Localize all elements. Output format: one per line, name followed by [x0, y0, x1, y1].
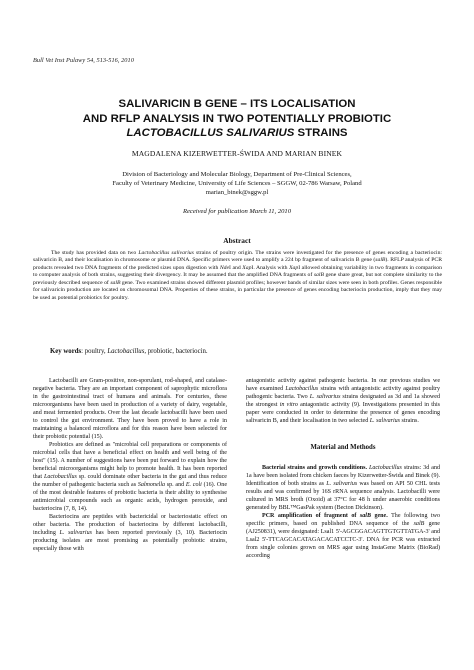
title-line-2: AND RFLP ANALYSIS IN TWO POTENTIALLY PROBIOTIC [82, 112, 392, 125]
paper-title [40, 97, 434, 141]
intro-paragraph-2: Probiotics are defined as "microbial cell preparations or components of microbial cells that have a beneficial effect on health and well being of the host" (15). A number of suggestions have been put forward to explain how the beneficial microorganisms might help to promote health. It has been reported that Lactobacillus sp. could dominate other bacteria in the gut and thus reduce the number of pathogenic bacteria such as Salmonella sp. and E. coli (16). One of the most desirable features of probiotic bacteria is their ability to synthesise antimicrobial compounds such as organic acids, hydrogen peroxide, and bacteriocins (7, 8, 14). [33, 442, 228, 512]
methods-paragraph-1: Bacterial strains and growth conditions. Lactobacillus strains: 3d and 1a have been isolated from chicken faeces by Kizerwetter-Świda and Binek (9). Identification of both strains as L. salivarius was based on API 50 CHL tests results and was confirmed by 16S rRNA sequence analysis. Lactobacilli were cultured in MRS broth (Oxoid) at 37°C for 48 h under anaerobic conditions generated by BBL™GasPak system (Becton Dickinson). [246, 465, 441, 511]
received-date: Received for publication March 11, 2010 [182, 208, 292, 215]
title-line-3 [40, 126, 434, 141]
title-strains: STRAINS [294, 127, 348, 140]
abstract-text: The study has provided data on two Lactobacillus salivarius strains of poultry origin. The strains were investigated for the presence of genes encoding a bacteriocin: salivaricin B, and their localisation in chromosome or plasmid DNA. Specific primers were used to amplify a 224 bp fragment of salivaricin B gene (salB). RFLP analysis of PCR products revealed two DNA fragments of the predicted sizes upon digestion with NdeI and XapI. Analysis with XapI allowed obtaining variability in two fragments in comparison to computer analysis of both strains, suggesting their divergency. It may be assumed that the amplified DNA fragments of salB gene share great, but not complete similarity to the previously described sequence of salB gene. Two examined strains showed different plasmid profiles; however bands of similar sizes were seen in both profiles. Genes responsible for salivaricin production are located on chromosomal DNA. Properties of these strains, in particular the presence of genes encoding bacteriocin production, imply that they may be used as potential probiotics for poultry. [33, 250, 442, 301]
keywords: Key words: poultry, Lactobacillus, probiotic, bacteriocin. [50, 348, 208, 355]
authors: MAGDALENA KIZERWETTER-ŚWIDA AND MARIAN BINEK [131, 149, 343, 158]
body-column-right [246, 377, 440, 560]
affiliation [40, 170, 434, 197]
journal-reference: Bull Vet Inst Pulawy 54, 513-516, 2010 [33, 57, 134, 64]
subheading-pcr: PCR amplification of fragment of salB gene. [262, 513, 388, 519]
title-species: LACTOBACILLUS SALIVARIUS [126, 127, 295, 140]
title-line-1: SALIVARICIN B GENE – ITS LOCALISATION [118, 98, 356, 110]
methods-paragraph-2: PCR amplification of fragment of salB gene. The following two specific primers, based on published DNA sequence of the salB gene (AJ250831), were designated: Lsal1 5'-AGCGGACAGTTGTGTTATGA-3' and Lsal2 5'-TTCAGCACATAGACACATCCTC-3'. DNA for PCR was extracted from single colonies grown on MRS agar using InstaGene Matrix (BioRad) according [246, 513, 441, 559]
intro-paragraph-1: Lactobacilli are Gram-positive, non-sporulant, rod-shaped, and catalase-negative bacteria. They are an important component of saprophytic microflora in the gastrointestinal tract of humans and animals. For centuries, these microorganisms have been used in production of a variety of dairy, vegetable, and meat fermented products. Over the last decade lactobacilli have been used to control the gut environment. They have been proved to have a role in maintaining a balanced microflora and for this reason have been selected for their probiotic potential (15). [33, 378, 227, 440]
intro-paragraph-3: Bacteriocins are peptides with bactericidal or bacteriostatic effect on other bacteria. The production of bacteriocins by different lactobacilli, including L. salivarius has been reported previously (3, 10). Bacteriocin producing isolates are most promising as potentially probiotic strains, especially those with [33, 514, 227, 552]
body-column-left [33, 377, 227, 553]
affiliation-line-2: Faculty of Veterinary Medicine, University of Life Sciences – SGGW, 02-786 Warsaw, Poland [112, 180, 362, 188]
section-heading-methods: Material and Methods [310, 444, 376, 451]
affiliation-line-1: Division of Bacteriology and Molecular Biology, Department of Pre-Clinical Sciences, [122, 171, 352, 178]
subheading-strains: Bacterial strains and growth conditions. [262, 465, 367, 471]
keywords-label: Key words [50, 348, 82, 355]
abstract-heading: Abstract [223, 236, 251, 245]
intro-paragraph-continued: antagonistic activity against pathogenic bacteria. In our previous studies we have examined Lactobacillus strains with antagonistic activity against poultry pathogenic bacteria. Two L. salivarius strains designated as 3d and 1a showed the strongest in vitro antagonistic activity (9). Investigations presented in this paper were conducted in order to determine the presence of genes encoding salivaricin B, and their localisation in two selected L. salivarius strains. [246, 378, 440, 424]
contact-email[interactable]: marian_binek@sggw.pl [205, 189, 269, 197]
